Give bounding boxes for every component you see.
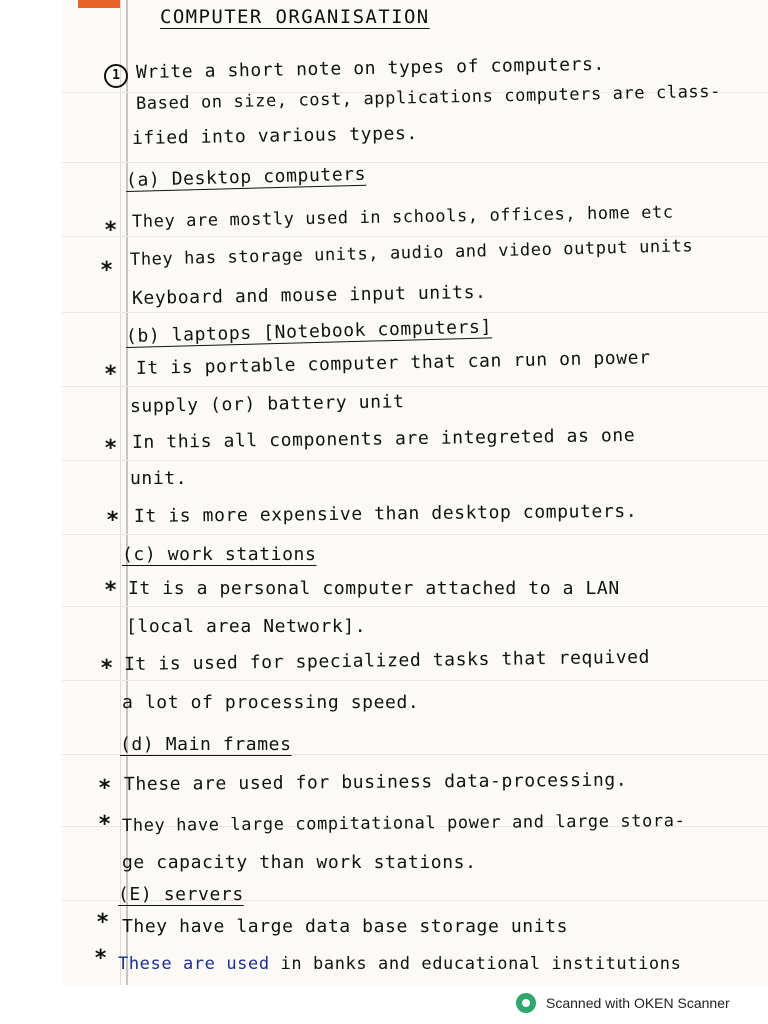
text-line: They have large data base storage units [122, 916, 569, 937]
bullet-star: * [104, 362, 118, 387]
text-line: [local area Network]. [126, 616, 367, 637]
bullet-star: * [100, 258, 114, 283]
text-line: These are used for business data-processing. [123, 769, 628, 795]
section-heading-workstations: (c) work stations [122, 544, 317, 565]
question-text: Write a short note on types of computers. [135, 53, 606, 83]
bullet-star: * [94, 946, 108, 971]
section-heading-laptops: (b) laptops [Notebook computers] [125, 316, 493, 347]
text-line: They has storage units, audio and video output units [129, 236, 694, 270]
text-line: They are mostly used in schools, offices, home etc [131, 202, 674, 232]
text-line: They have large compitational power and large stora- [121, 811, 686, 836]
text-line: In this all components are integreted as one [131, 424, 636, 453]
oken-scanner-logo-icon [516, 993, 536, 1013]
section-heading-desktop: (a) Desktop computers [125, 163, 367, 191]
text-line: ge capacity than work stations. [122, 852, 477, 873]
scanner-watermark [516, 988, 768, 1018]
bullet-star: * [104, 578, 118, 603]
bullet-star: * [96, 910, 110, 935]
text-line: These are used in banks and educational institutions [118, 954, 682, 974]
question-number-badge: 1 [104, 64, 128, 88]
text-line: It is a personal computer attached to a LAN [128, 578, 620, 599]
section-heading-mainframes: (d) Main frames [120, 734, 292, 755]
text-line: It is portable computer that can run on power [135, 347, 651, 379]
bullet-star: * [104, 436, 118, 461]
text-line: It is used for specialized tasks that requived [123, 646, 651, 675]
text-line: ified into various types. [131, 123, 419, 149]
bullet-star: * [100, 656, 114, 681]
text-line: Based on size, cost, applications computers are class- [135, 81, 722, 114]
page-title: COMPUTER ORGANISATION [160, 6, 430, 28]
text-line: unit. [130, 468, 188, 489]
text-line: It is more expensive than desktop computers. [133, 500, 638, 527]
bullet-star: * [98, 776, 112, 801]
text-line: a lot of processing speed. [122, 692, 420, 713]
text-line: supply (or) battery unit [129, 391, 405, 417]
bullet-star: * [106, 508, 120, 533]
section-heading-servers: (E) servers [118, 884, 244, 905]
text-line: Keyboard and mouse input units. [131, 281, 487, 309]
scanner-label: Scanned with OKEN Scanner [546, 995, 730, 1011]
bullet-star: * [98, 812, 112, 837]
bullet-star: * [104, 218, 118, 243]
